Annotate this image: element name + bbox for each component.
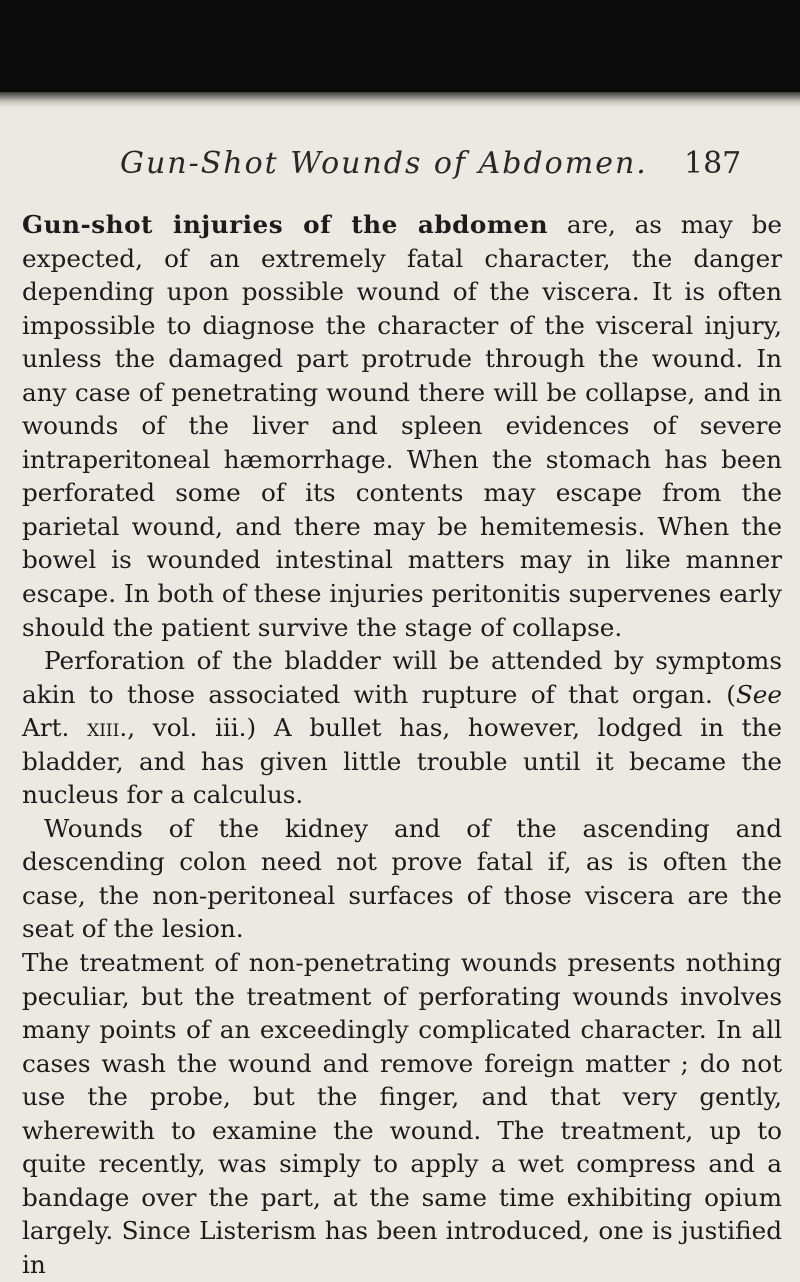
paragraph-kidney-colon (22, 812, 782, 946)
running-header (0, 146, 800, 196)
article-word: Art. (22, 713, 88, 743)
page-number: 187 (684, 146, 742, 181)
paragraph-treatment (22, 946, 782, 1281)
running-title: Gun-Shot Wounds of Abdomen. (120, 146, 648, 181)
scan-border-top (0, 0, 800, 92)
book-page (0, 108, 800, 1279)
paragraph-text: are, as may be expected, of an extremely fatal character, the danger depending upon possible wound of the viscera. It is often impossible to diagnose the character of the visceral injury, unless the damaged part protrude through the wound. In any case of penetrating wound there will be collapse, and in wounds of the liver and spleen evidences of severe intraperitoneal hæmorrhage. When the stomach has been perforated some of its contents may escape from the parietal wound, and there may be hemitemesis. When the bowel is wounded intestinal matters may in like manner escape. In both of these injuries peritonitis supervenes early should the patient survive the stage of collapse. (22, 210, 782, 642)
paragraph-text: The treatment of non-penetrating wounds presents nothing peculiar, but the treatment of perforating wounds involves many points of an exceedingly complicated character. In all cases wash the wound and remove foreign matter ; do not use the probe, but the finger, and that very gently, wherewith to examine the wound. The treatment, up to quite recently, was simply to apply a wet compress and a bandage over the part, at the same time exhibiting opium largely. Since Listerism has been introduced, one is justified in (22, 948, 782, 1279)
paragraph-gunshot-injuries (22, 208, 782, 644)
article-number: xiii. (87, 713, 128, 743)
paragraph-text: Perforation of the bladder will be attended by symptoms akin to those associated with rupture of that organ. ( (22, 646, 782, 709)
paragraph-text: , vol. iii.) A bullet has, however, lodged in the bladder, and has given little trouble until it became the nucleus for a calculus. (22, 713, 782, 810)
paragraph-lead-heading: Gun-shot injuries of the abdomen (22, 210, 549, 239)
body-text (22, 208, 782, 1282)
paragraph-text: Wounds of the kidney and of the ascending and descending colon need not prove fatal if, as is often the case, the non-peritoneal surfaces of those viscera are the seat of the lesion. (22, 813, 782, 944)
paragraph-bladder-perforation (22, 644, 782, 812)
page-edge-shadow (0, 92, 800, 108)
see-reference: See (735, 679, 782, 709)
